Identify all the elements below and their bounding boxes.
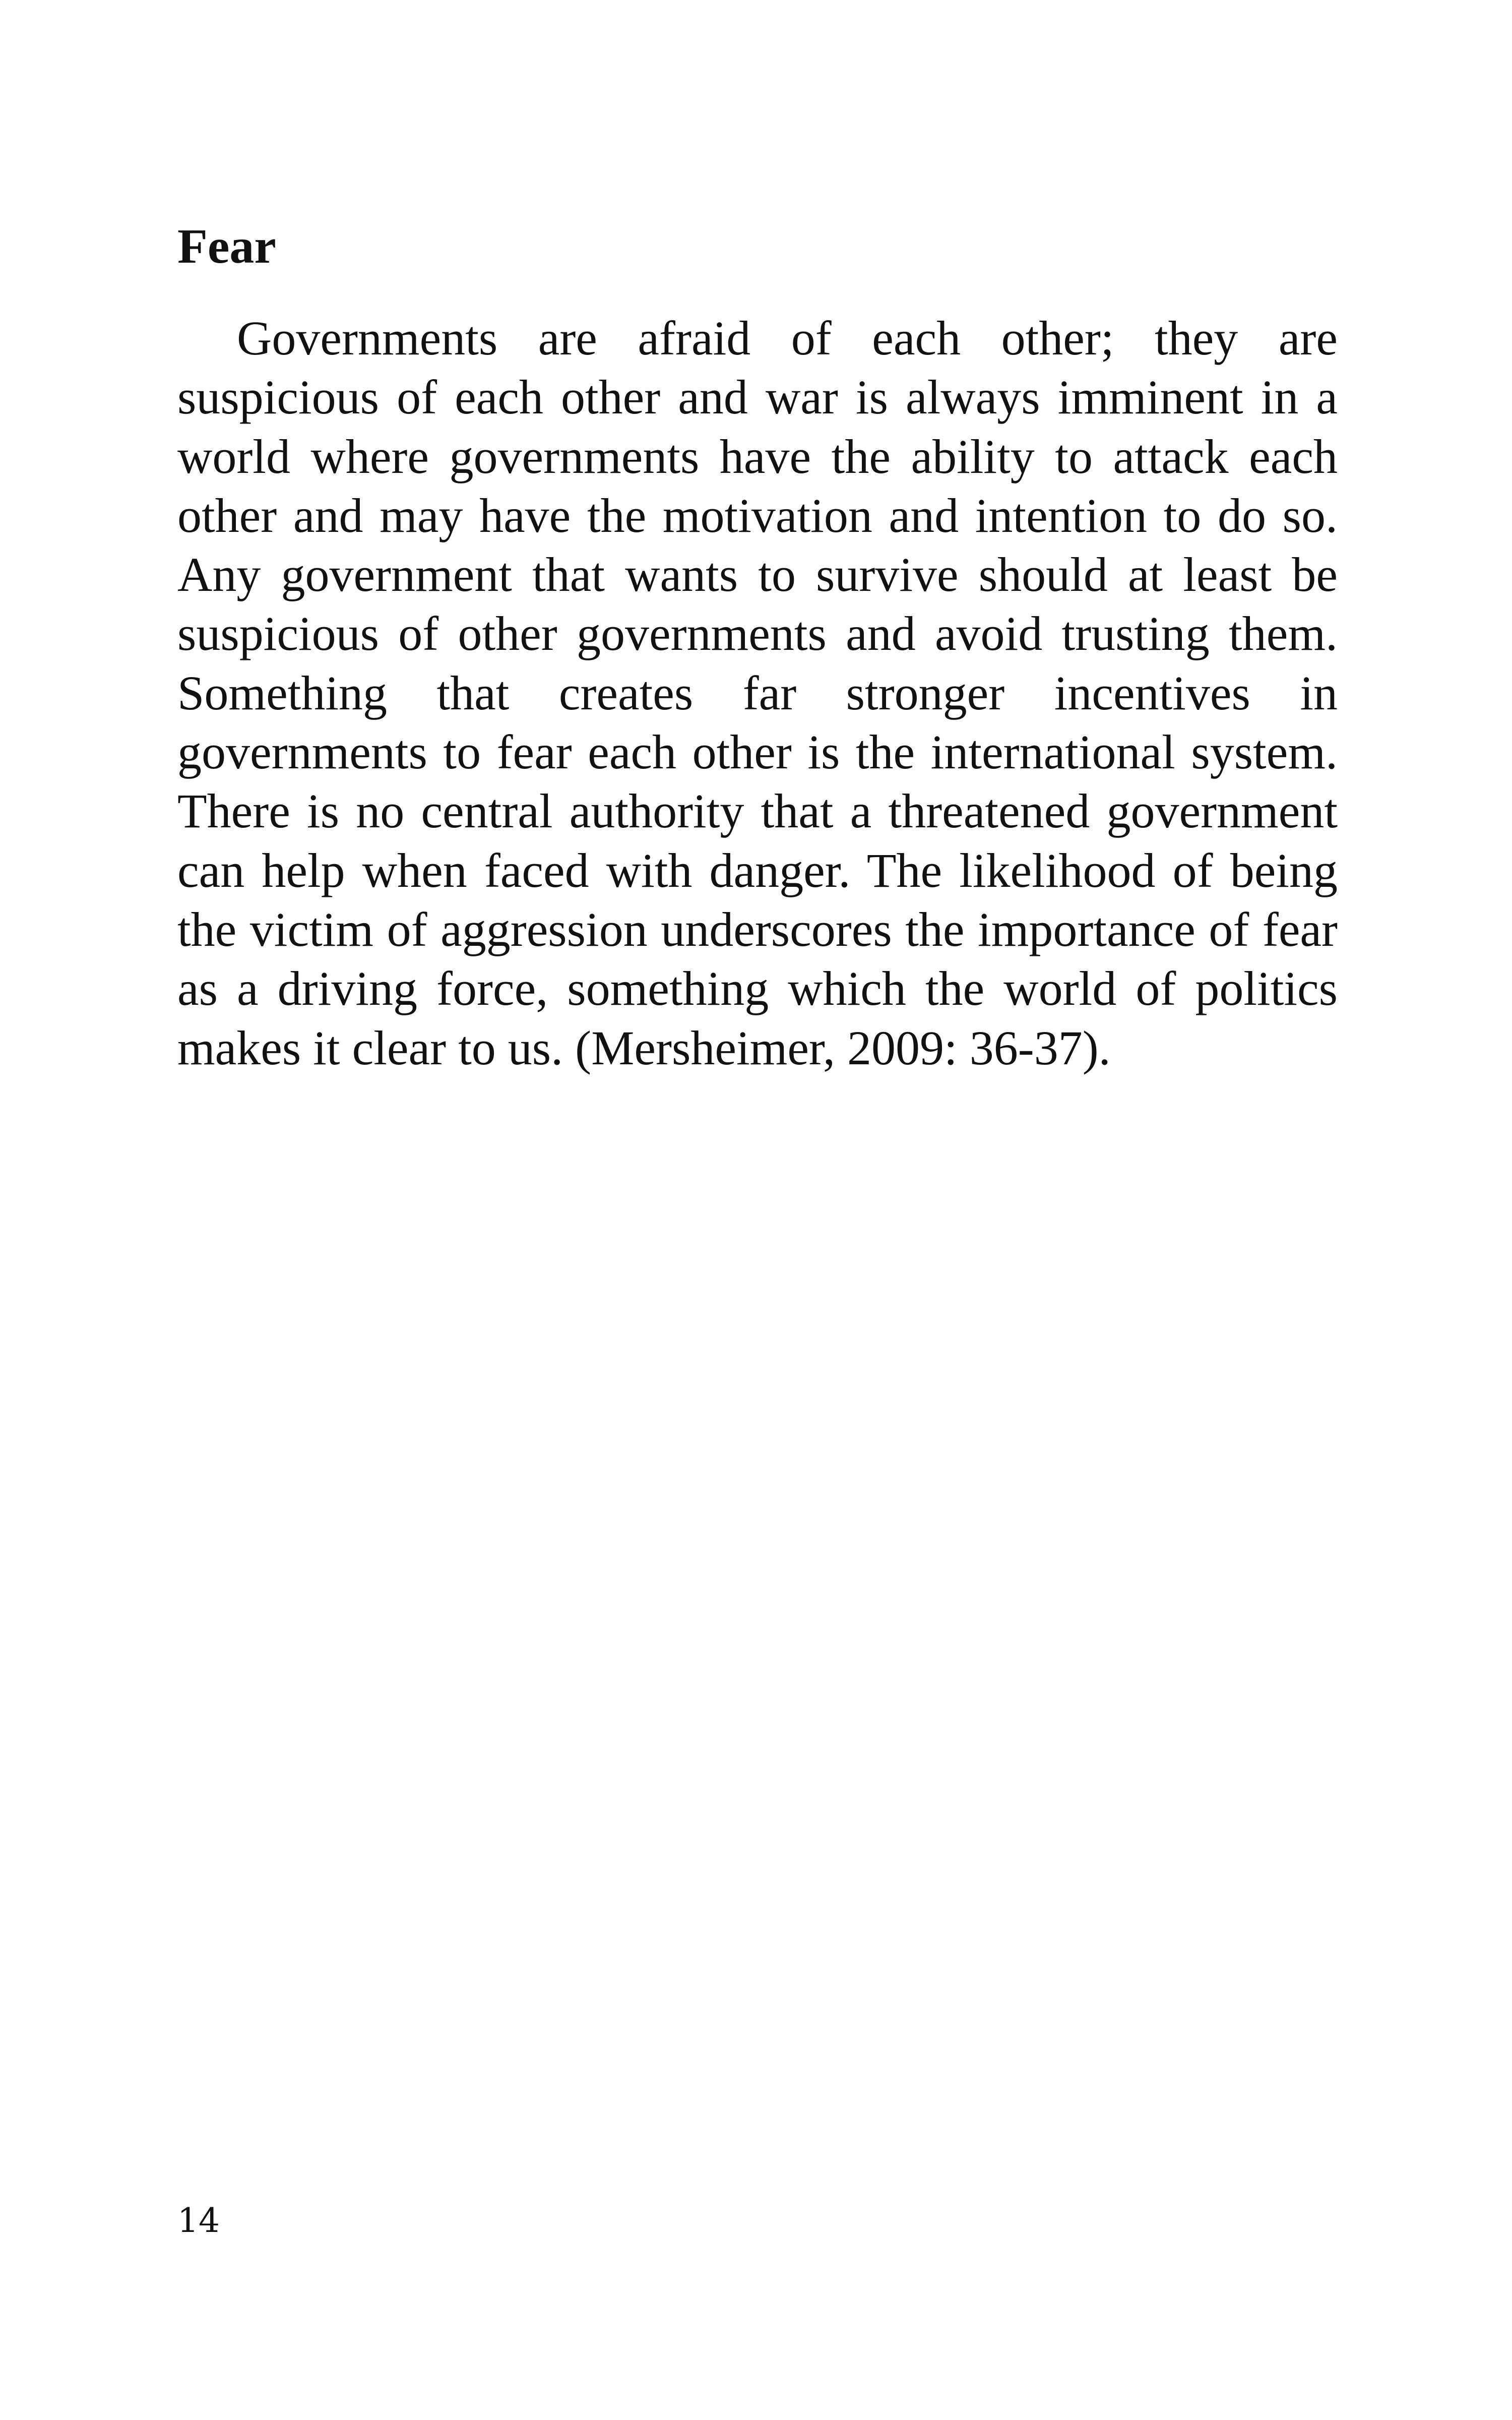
body-paragraph: Governments are afraid of each other; they are suspicious of each other and war is always imminent in a world where governments have the ability to attack each other and may have the motivation and intention to do so. Any government that wants to survive should at least be suspicious of other governments and avoid trusting them. Something that creates far stronger incentives in governments to fear each other is the international system. There is no central authority that a threatened government can help when faced with danger. The likelihood of being the victim of aggression underscores the importance of fear as a driving force, something which the world of politics makes it clear to us. (Mersheimer, 2009: 36-37).: [177, 311, 1338, 1075]
page-number: 14: [177, 2201, 220, 2240]
section-heading: Fear: [177, 219, 276, 274]
